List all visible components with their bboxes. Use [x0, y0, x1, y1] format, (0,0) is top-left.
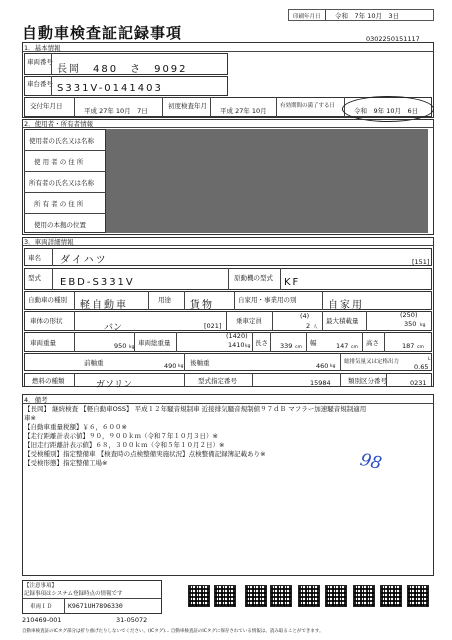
- gross-unit: kg: [245, 344, 251, 349]
- shape-value: バン: [104, 323, 123, 333]
- capacity-paren: (4): [300, 312, 310, 320]
- remark-line-6: 【受検種別】指定整備車 【検査時の点検整備実施状況】点検整備記録簿記載あり※: [24, 450, 266, 458]
- redacted-owner-info: [106, 129, 428, 233]
- qr-code-5: [298, 585, 320, 607]
- height-unit: cm: [417, 345, 424, 350]
- expiry-value: 令和 9年 10月 6日: [354, 107, 419, 115]
- category-value: 0231: [410, 379, 427, 387]
- capacity-unit: 人: [313, 325, 318, 330]
- weight-value: 950: [114, 342, 127, 350]
- kind-value: 軽自動車: [80, 300, 128, 311]
- doc-number: 0302250151117: [366, 35, 420, 43]
- maker-code: [151]: [412, 258, 430, 266]
- remark-line-2: 車※: [24, 414, 36, 422]
- weight-unit: kg: [129, 345, 135, 350]
- width-unit: cm: [351, 345, 358, 350]
- qr-code-4: [270, 585, 292, 607]
- capacity-label: 乗車定員: [236, 317, 262, 325]
- fuel-label: 燃料の種類: [32, 377, 65, 385]
- chassis-label: 車台番号: [27, 80, 53, 88]
- mid-code: 31-05072: [116, 616, 148, 624]
- owner-address-label: 所 有 者 の 住 所: [34, 200, 84, 208]
- section-1-label: 1．基本情報: [24, 44, 61, 52]
- section-3-label: 3．車両詳細情報: [24, 238, 74, 246]
- qr-code-7: [353, 585, 375, 607]
- qr-code-6: [325, 585, 347, 607]
- page-title: 自動車検査証記録事項: [22, 24, 183, 42]
- private-label: 自家用・事業用の別: [238, 296, 297, 304]
- max-load-label: 最大積載量: [326, 317, 359, 325]
- engine-label: 原動機の型式: [234, 274, 273, 282]
- reg-number-value: 長岡 480 さ 9092: [57, 64, 188, 75]
- notice-title: 【注意事項】: [24, 583, 58, 589]
- displacement-unit: L: [428, 357, 431, 362]
- left-code: 210469-001: [22, 616, 62, 624]
- private-value: 自家用: [328, 300, 364, 311]
- width-value: 147: [336, 342, 349, 350]
- qr-code-9: [407, 585, 429, 607]
- rear-axle-value: 460: [316, 362, 329, 370]
- front-axle-value: 490: [164, 362, 177, 370]
- issue-label: 交付年月日: [30, 102, 63, 110]
- remark-line-5: 【旧走行距離計表示値】６８，３００ｋｍ（令和５年１０月２日）※: [24, 441, 225, 449]
- base-location-label: 使用の本拠の位置: [34, 221, 86, 229]
- type-label: 型式: [28, 274, 41, 282]
- usage-label: 用途: [158, 296, 171, 304]
- rear-axle-label: 後軸重: [190, 359, 210, 367]
- displacement-value: 0.65: [414, 363, 429, 371]
- type-value: EBD-S331V: [60, 277, 135, 288]
- width-label: 幅: [310, 339, 317, 347]
- issue-value: 平成 27年 10月 7日: [84, 107, 148, 115]
- first-reg-value: 平成 27年 10月: [220, 107, 267, 115]
- qr-code-2: [214, 585, 236, 607]
- issue-date-label: 印刷年月日: [293, 14, 321, 20]
- section-2-label: 2．使用者・所有者情報: [24, 120, 94, 128]
- front-axle-unit: kg: [178, 364, 184, 369]
- shape-code: [021]: [204, 322, 222, 330]
- handwritten-note: 98: [358, 449, 384, 475]
- issue-date-value: 令和 7年 10月 3日: [335, 12, 400, 20]
- gross-paren: (1420): [226, 332, 248, 340]
- expiry-label: 有効期間の満了する日: [280, 103, 336, 109]
- first-reg-label: 初度検査年月: [168, 102, 207, 110]
- length-unit: cm: [295, 345, 302, 350]
- length-value: 339: [280, 342, 293, 350]
- designation-label: 型式指定番号: [198, 377, 237, 385]
- kind-label: 自動車の種別: [28, 296, 67, 304]
- displacement-label: 総排気量又は定格出力: [344, 359, 400, 365]
- front-axle-label: 前軸重: [84, 359, 104, 367]
- qr-code-1: [188, 585, 210, 607]
- designation-value: 15984: [310, 379, 331, 387]
- category-label: 類別区分番号: [348, 377, 387, 385]
- bottom-text: 自動車検査証のICタグ部分は折り曲げたりしないでください。(ICタグ)… 自動車検査証のICタグに保存されている情報は、読み取ることができます。: [22, 629, 324, 634]
- gross-value: 1410: [228, 341, 245, 349]
- max-load-unit: kg: [420, 323, 426, 328]
- weight-label: 車両重量: [30, 339, 56, 347]
- remark-line-4: 【走行距離計表示値】９０，９００ｋｍ（令和７年１０月３日）※: [24, 432, 218, 440]
- issue-date-box: [288, 9, 434, 21]
- usage-value: 貨物: [190, 300, 214, 311]
- owner-name-label: 所有者の氏名又は名称: [29, 179, 94, 187]
- remark-line-3: 【自動車重量税額】￥６，６００※: [24, 423, 127, 431]
- remarks-section: [22, 394, 434, 576]
- user-address-label: 使 用 者 の 住 所: [34, 158, 84, 166]
- engine-value: KF: [284, 277, 301, 288]
- max-load-value: 350: [404, 320, 417, 328]
- maker-label: 車名: [28, 254, 41, 262]
- height-value: 187: [402, 342, 415, 350]
- height-label: 高さ: [366, 339, 379, 347]
- qr-code-3: [245, 585, 267, 607]
- shape-label: 車体の形状: [30, 317, 63, 325]
- capacity-value: 2: [306, 322, 311, 330]
- car-id-label: 車両ＩＤ: [30, 604, 53, 610]
- car-id-value: K9671UH7896330: [68, 602, 123, 610]
- rear-axle-unit: kg: [330, 364, 336, 369]
- qr-code-8: [380, 585, 402, 607]
- shape-row: [24, 311, 432, 331]
- max-load-paren: (250): [400, 311, 418, 319]
- user-name-label: 使用者の氏名又は名称: [29, 137, 94, 145]
- remark-line-7: 【受検形態】指定整備工場※: [24, 459, 108, 467]
- section-4-label: 4．備考: [24, 396, 48, 404]
- fuel-value: ガソリン: [96, 380, 133, 390]
- reg-number-label: 車両番号: [27, 58, 53, 66]
- maker-value: ダイハツ: [60, 255, 108, 266]
- remark-line-1: 【長岡】 継続検査 【軽自動車OSS】 平成１２年騒音規制車 近接排気騒音規制値９７ｄＢ マフラー加速騒音規制適用: [24, 405, 367, 413]
- chassis-value: S331V-0141403: [57, 83, 163, 94]
- length-label: 長さ: [255, 339, 268, 347]
- notice-line: 記録事項はシステム登録時点の情報です: [24, 591, 123, 597]
- gross-label: 車両総重量: [138, 339, 171, 347]
